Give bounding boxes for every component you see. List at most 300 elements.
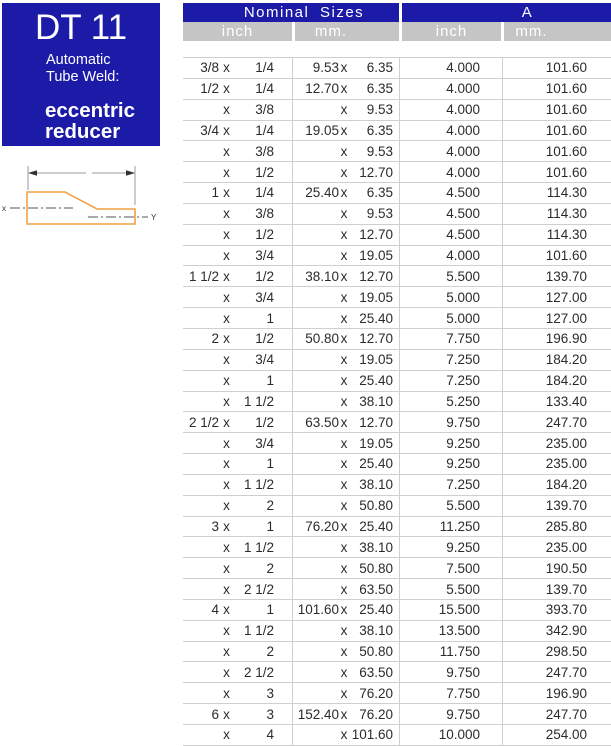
size-separator: x xyxy=(223,227,230,243)
table-cell xyxy=(503,537,611,557)
table-cell xyxy=(293,204,400,224)
size-value: 50.80 xyxy=(359,560,393,576)
size-value: 235.00 xyxy=(545,539,587,555)
table-cell xyxy=(293,141,400,161)
table-cell xyxy=(183,100,293,120)
table-cell xyxy=(400,79,503,99)
table-cell xyxy=(183,287,293,307)
size-value: 5.500 xyxy=(446,581,480,597)
size-value: 9.750 xyxy=(446,706,480,722)
size-separator: x xyxy=(223,477,230,493)
model-number: DT 11 xyxy=(34,8,128,47)
table-row xyxy=(183,642,611,663)
table-cell xyxy=(183,475,293,495)
size-value: 2 xyxy=(266,498,274,514)
table-cell xyxy=(293,600,400,620)
size-value: 254.00 xyxy=(545,727,587,743)
table-cell xyxy=(503,287,611,307)
table-cell xyxy=(503,600,611,620)
table-cell xyxy=(293,517,400,537)
size-value: 1 1/2 xyxy=(243,477,274,493)
table-cell xyxy=(503,162,611,182)
table-cell xyxy=(400,621,503,641)
table-cell xyxy=(400,496,503,516)
table-cell xyxy=(400,537,503,557)
table-cell xyxy=(183,225,293,245)
size-value: 38.10 xyxy=(359,623,393,639)
size-separator: x xyxy=(340,331,348,347)
centerline-label-x: x xyxy=(2,204,6,213)
size-value: 7.250 xyxy=(446,373,480,389)
size-value: 1/4 xyxy=(255,185,274,201)
table-cell xyxy=(183,412,293,432)
size-separator: x xyxy=(340,268,348,284)
table-cell xyxy=(400,704,503,724)
table-cell xyxy=(400,579,503,599)
table-cell xyxy=(503,371,611,391)
size-value: 1/2 xyxy=(255,414,274,430)
size-separator: x xyxy=(223,102,230,118)
table-cell xyxy=(183,350,293,370)
size-value: 101.60 xyxy=(545,143,587,159)
table-cell xyxy=(503,642,611,662)
size-value: 76.20 xyxy=(359,706,393,722)
size-separator: x xyxy=(223,185,230,201)
size-value: 196.90 xyxy=(545,685,587,701)
table-cell xyxy=(293,100,400,120)
size-value: 1/2 xyxy=(255,227,274,243)
size-separator: x xyxy=(223,310,230,326)
table-cell xyxy=(503,454,611,474)
size-separator: x xyxy=(223,60,230,76)
eccentric-reducer-drawing xyxy=(0,158,175,243)
dimension-arrow-left xyxy=(28,170,37,176)
table-cell xyxy=(400,350,503,370)
size-value: 5.000 xyxy=(446,310,480,326)
size-value: 1 1/2 xyxy=(243,539,274,555)
size-separator: x xyxy=(340,206,348,222)
size-value: 9.750 xyxy=(446,664,480,680)
size-separator: x xyxy=(223,122,230,138)
table-cell xyxy=(503,579,611,599)
size-value: 114.30 xyxy=(546,206,587,222)
table-row xyxy=(183,517,611,538)
size-value: 3/8 xyxy=(200,60,219,76)
size-value: 9.53 xyxy=(366,206,393,222)
size-value: 3/8 xyxy=(255,102,274,118)
size-value: 38.10 xyxy=(359,539,393,555)
size-value: 1/2 xyxy=(255,331,274,347)
size-value: 76.20 xyxy=(305,518,339,534)
table-cell xyxy=(400,475,503,495)
size-value: 63.50 xyxy=(359,664,393,680)
table-cell xyxy=(503,517,611,537)
size-value: 4 xyxy=(266,727,274,743)
table-row xyxy=(183,725,611,746)
table-body xyxy=(183,57,611,746)
size-value: 101.60 xyxy=(351,727,393,743)
unit-nominal-mm: mm. xyxy=(295,22,399,41)
size-separator: x xyxy=(223,560,230,576)
table-cell xyxy=(183,204,293,224)
size-value: 2 xyxy=(211,331,219,347)
size-value: 38.10 xyxy=(359,393,393,409)
size-separator: x xyxy=(223,518,230,534)
table-cell xyxy=(503,225,611,245)
size-value: 139.70 xyxy=(545,581,587,597)
table-cell xyxy=(400,600,503,620)
table-cell xyxy=(293,225,400,245)
table-cell xyxy=(400,225,503,245)
table-cell xyxy=(400,329,503,349)
table-cell xyxy=(293,246,400,266)
table-cell xyxy=(293,725,400,745)
table-cell xyxy=(400,58,503,78)
size-separator: x xyxy=(340,373,348,389)
product-name xyxy=(45,100,160,142)
size-value: 247.70 xyxy=(545,414,587,430)
table-cell xyxy=(293,266,400,286)
table-cell xyxy=(183,121,293,141)
size-separator: x xyxy=(340,164,348,180)
size-value: 6.35 xyxy=(366,60,393,76)
size-value: 6.35 xyxy=(366,122,393,138)
size-value: 19.05 xyxy=(359,352,393,368)
table-cell xyxy=(183,371,293,391)
table-cell xyxy=(293,58,400,78)
table-cell xyxy=(183,704,293,724)
size-value: 101.60 xyxy=(545,81,587,97)
table-cell xyxy=(503,100,611,120)
dimension-arrow-right xyxy=(126,170,135,176)
size-separator: x xyxy=(340,248,348,264)
table-cell xyxy=(183,621,293,641)
size-value: 2 1/2 xyxy=(188,414,219,430)
table-cell xyxy=(293,642,400,662)
size-value: 1 xyxy=(211,185,219,201)
table-cell xyxy=(503,662,611,682)
size-separator: x xyxy=(223,414,230,430)
size-value: 9.53 xyxy=(366,102,393,118)
size-separator: x xyxy=(223,644,230,660)
table-cell xyxy=(293,475,400,495)
size-value: 76.20 xyxy=(359,685,393,701)
size-value: 3/4 xyxy=(200,122,219,138)
table-cell xyxy=(400,683,503,703)
table-cell xyxy=(400,558,503,578)
table-row xyxy=(183,600,611,621)
table-cell xyxy=(183,183,293,203)
size-value: 1 xyxy=(266,456,274,472)
product-name-line-1: eccentric xyxy=(45,99,136,122)
size-value: 3 xyxy=(211,518,219,534)
table-cell xyxy=(400,100,503,120)
size-value: 1/4 xyxy=(255,81,274,97)
size-value: 4.000 xyxy=(446,143,480,159)
header-dimension-a: A xyxy=(402,3,611,22)
table-cell xyxy=(400,412,503,432)
table-cell xyxy=(503,266,611,286)
table-cell xyxy=(293,350,400,370)
size-value: 25.40 xyxy=(359,310,393,326)
reducer-outline xyxy=(27,192,135,224)
table-row xyxy=(183,225,611,246)
size-separator: x xyxy=(340,685,348,701)
table-cell xyxy=(293,662,400,682)
size-separator: x xyxy=(340,560,348,576)
table-cell xyxy=(400,204,503,224)
table-row xyxy=(183,350,611,371)
size-value: 1 xyxy=(266,310,274,326)
size-value: 3/4 xyxy=(255,435,274,451)
size-value: 4.000 xyxy=(446,122,480,138)
table-unit-header xyxy=(183,22,611,41)
size-separator: x xyxy=(340,414,348,430)
table-row xyxy=(183,537,611,558)
size-value: 12.70 xyxy=(359,227,393,243)
size-value: 1/4 xyxy=(255,60,274,76)
size-value: 298.50 xyxy=(545,644,587,660)
table-row xyxy=(183,204,611,225)
size-value: 114.30 xyxy=(546,185,587,201)
table-row xyxy=(183,621,611,642)
table-cell xyxy=(400,141,503,161)
table-cell xyxy=(503,308,611,328)
size-value: 1 xyxy=(266,373,274,389)
size-value: 3/8 xyxy=(255,143,274,159)
size-value: 12.70 xyxy=(359,331,393,347)
table-row xyxy=(183,329,611,350)
size-separator: x xyxy=(340,664,348,680)
size-value: 2 xyxy=(266,560,274,576)
size-value: 247.70 xyxy=(545,706,587,722)
table-cell xyxy=(400,287,503,307)
size-value: 4.000 xyxy=(446,102,480,118)
size-separator: x xyxy=(223,206,230,222)
size-value: 4.500 xyxy=(446,185,480,201)
table-cell xyxy=(400,121,503,141)
size-separator: x xyxy=(340,644,348,660)
table-cell xyxy=(503,433,611,453)
table-row xyxy=(183,662,611,683)
size-value: 19.05 xyxy=(359,435,393,451)
size-value: 5.000 xyxy=(446,289,480,305)
size-separator: x xyxy=(223,581,230,597)
size-separator: x xyxy=(223,623,230,639)
table-cell xyxy=(183,79,293,99)
table-cell xyxy=(503,183,611,203)
table-cell xyxy=(503,79,611,99)
size-value: 2 1/2 xyxy=(243,664,274,680)
size-value: 50.80 xyxy=(305,331,339,347)
table-row xyxy=(183,496,611,517)
table-cell xyxy=(183,579,293,599)
size-value: 25.40 xyxy=(359,373,393,389)
size-value: 1/4 xyxy=(255,122,274,138)
size-separator: x xyxy=(223,685,230,701)
size-value: 1 xyxy=(266,518,274,534)
size-value: 2 1/2 xyxy=(243,581,274,597)
size-separator: x xyxy=(223,435,230,451)
size-separator: x xyxy=(340,102,348,118)
size-separator: x xyxy=(340,581,348,597)
size-value: 15.500 xyxy=(438,602,480,618)
table-cell xyxy=(400,454,503,474)
unit-nominal-inch: inch xyxy=(183,22,292,41)
size-value: 12.70 xyxy=(359,414,393,430)
size-value: 1 1/2 xyxy=(188,268,219,284)
table-cell xyxy=(503,121,611,141)
product-name-line-2: reducer xyxy=(45,120,121,143)
table-cell xyxy=(183,496,293,516)
size-value: 127.00 xyxy=(545,289,587,305)
size-separator: x xyxy=(340,518,348,534)
size-value: 7.250 xyxy=(446,477,480,493)
table-cell xyxy=(293,558,400,578)
size-separator: x xyxy=(340,498,348,514)
size-value: 9.250 xyxy=(446,435,480,451)
product-subtitle xyxy=(46,52,160,86)
size-value: 3/4 xyxy=(255,289,274,305)
table-cell xyxy=(503,621,611,641)
size-value: 1 1/2 xyxy=(243,393,274,409)
table-cell xyxy=(293,704,400,724)
size-value: 101.60 xyxy=(545,248,587,264)
table-cell xyxy=(503,58,611,78)
table-row xyxy=(183,454,611,475)
table-cell xyxy=(400,246,503,266)
table-cell xyxy=(293,579,400,599)
size-value: 235.00 xyxy=(545,456,587,472)
size-separator: x xyxy=(340,122,348,138)
size-value: 101.60 xyxy=(297,602,339,618)
table-cell xyxy=(503,246,611,266)
size-separator: x xyxy=(340,227,348,243)
size-value: 4.500 xyxy=(446,206,480,222)
size-value: 3 xyxy=(266,706,274,722)
table-cell xyxy=(183,141,293,161)
size-value: 133.40 xyxy=(545,393,587,409)
size-value: 19.05 xyxy=(359,289,393,305)
size-value: 13.500 xyxy=(438,623,480,639)
size-value: 63.50 xyxy=(305,414,339,430)
table-cell xyxy=(400,517,503,537)
table-cell xyxy=(400,392,503,412)
table-cell xyxy=(183,600,293,620)
table-group-header xyxy=(183,3,611,22)
size-value: 38.10 xyxy=(359,477,393,493)
size-value: 7.500 xyxy=(446,560,480,576)
product-header-panel xyxy=(2,3,160,146)
size-value: 4.000 xyxy=(446,60,480,76)
size-value: 101.60 xyxy=(545,102,587,118)
size-value: 9.750 xyxy=(446,414,480,430)
table-row xyxy=(183,162,611,183)
size-value: 5.500 xyxy=(446,268,480,284)
table-row xyxy=(183,371,611,392)
table-cell xyxy=(400,371,503,391)
size-value: 4.000 xyxy=(446,248,480,264)
size-value: 3/8 xyxy=(255,206,274,222)
size-separator: x xyxy=(223,706,230,722)
size-value: 1/2 xyxy=(255,164,274,180)
size-separator: x xyxy=(223,143,230,159)
table-cell xyxy=(503,725,611,745)
table-cell xyxy=(183,329,293,349)
size-value: 19.05 xyxy=(305,122,339,138)
size-separator: x xyxy=(340,727,348,743)
size-value: 6 xyxy=(211,706,219,722)
size-value: 7.750 xyxy=(446,685,480,701)
size-separator: x xyxy=(340,289,348,305)
size-value: 342.90 xyxy=(545,623,587,639)
size-value: 12.70 xyxy=(359,164,393,180)
size-separator: x xyxy=(340,352,348,368)
table-cell xyxy=(400,162,503,182)
table-row xyxy=(183,704,611,725)
size-separator: x xyxy=(223,352,230,368)
table-cell xyxy=(293,433,400,453)
table-cell xyxy=(400,662,503,682)
table-cell xyxy=(400,308,503,328)
table-cell xyxy=(183,58,293,78)
size-value: 1/2 xyxy=(200,81,219,97)
table-cell xyxy=(183,162,293,182)
table-row xyxy=(183,246,611,267)
size-value: 393.70 xyxy=(545,602,587,618)
size-value: 7.250 xyxy=(446,352,480,368)
size-value: 50.80 xyxy=(359,644,393,660)
table-cell xyxy=(293,454,400,474)
size-separator: x xyxy=(223,393,230,409)
size-separator: x xyxy=(223,498,230,514)
header-nominal-sizes: Nominal Sizes xyxy=(183,3,399,22)
table-row xyxy=(183,266,611,287)
table-cell xyxy=(400,433,503,453)
size-separator: x xyxy=(340,539,348,555)
size-value: 5.500 xyxy=(446,498,480,514)
size-value: 7.750 xyxy=(446,331,480,347)
table-cell xyxy=(503,558,611,578)
size-value: 19.05 xyxy=(359,248,393,264)
size-value: 38.10 xyxy=(305,268,339,284)
table-cell xyxy=(400,183,503,203)
size-value: 4.500 xyxy=(446,227,480,243)
table-cell xyxy=(183,662,293,682)
size-value: 25.40 xyxy=(305,185,339,201)
table-cell xyxy=(293,683,400,703)
size-value: 3 xyxy=(266,685,274,701)
table-cell xyxy=(503,329,611,349)
table-cell xyxy=(503,496,611,516)
size-separator: x xyxy=(223,664,230,680)
table-cell xyxy=(183,537,293,557)
table-row xyxy=(183,100,611,121)
size-value: 285.80 xyxy=(545,518,587,534)
table-row xyxy=(183,433,611,454)
size-value: 6.35 xyxy=(366,81,393,97)
size-value: 4.000 xyxy=(446,81,480,97)
size-value: 12.70 xyxy=(305,81,339,97)
size-value: 101.60 xyxy=(545,164,587,180)
table-cell xyxy=(293,371,400,391)
size-separator: x xyxy=(340,393,348,409)
size-value: 5.250 xyxy=(446,393,480,409)
size-value: 10.000 xyxy=(438,727,480,743)
size-value: 9.250 xyxy=(446,539,480,555)
size-value: 1/2 xyxy=(255,268,274,284)
table-cell xyxy=(183,433,293,453)
